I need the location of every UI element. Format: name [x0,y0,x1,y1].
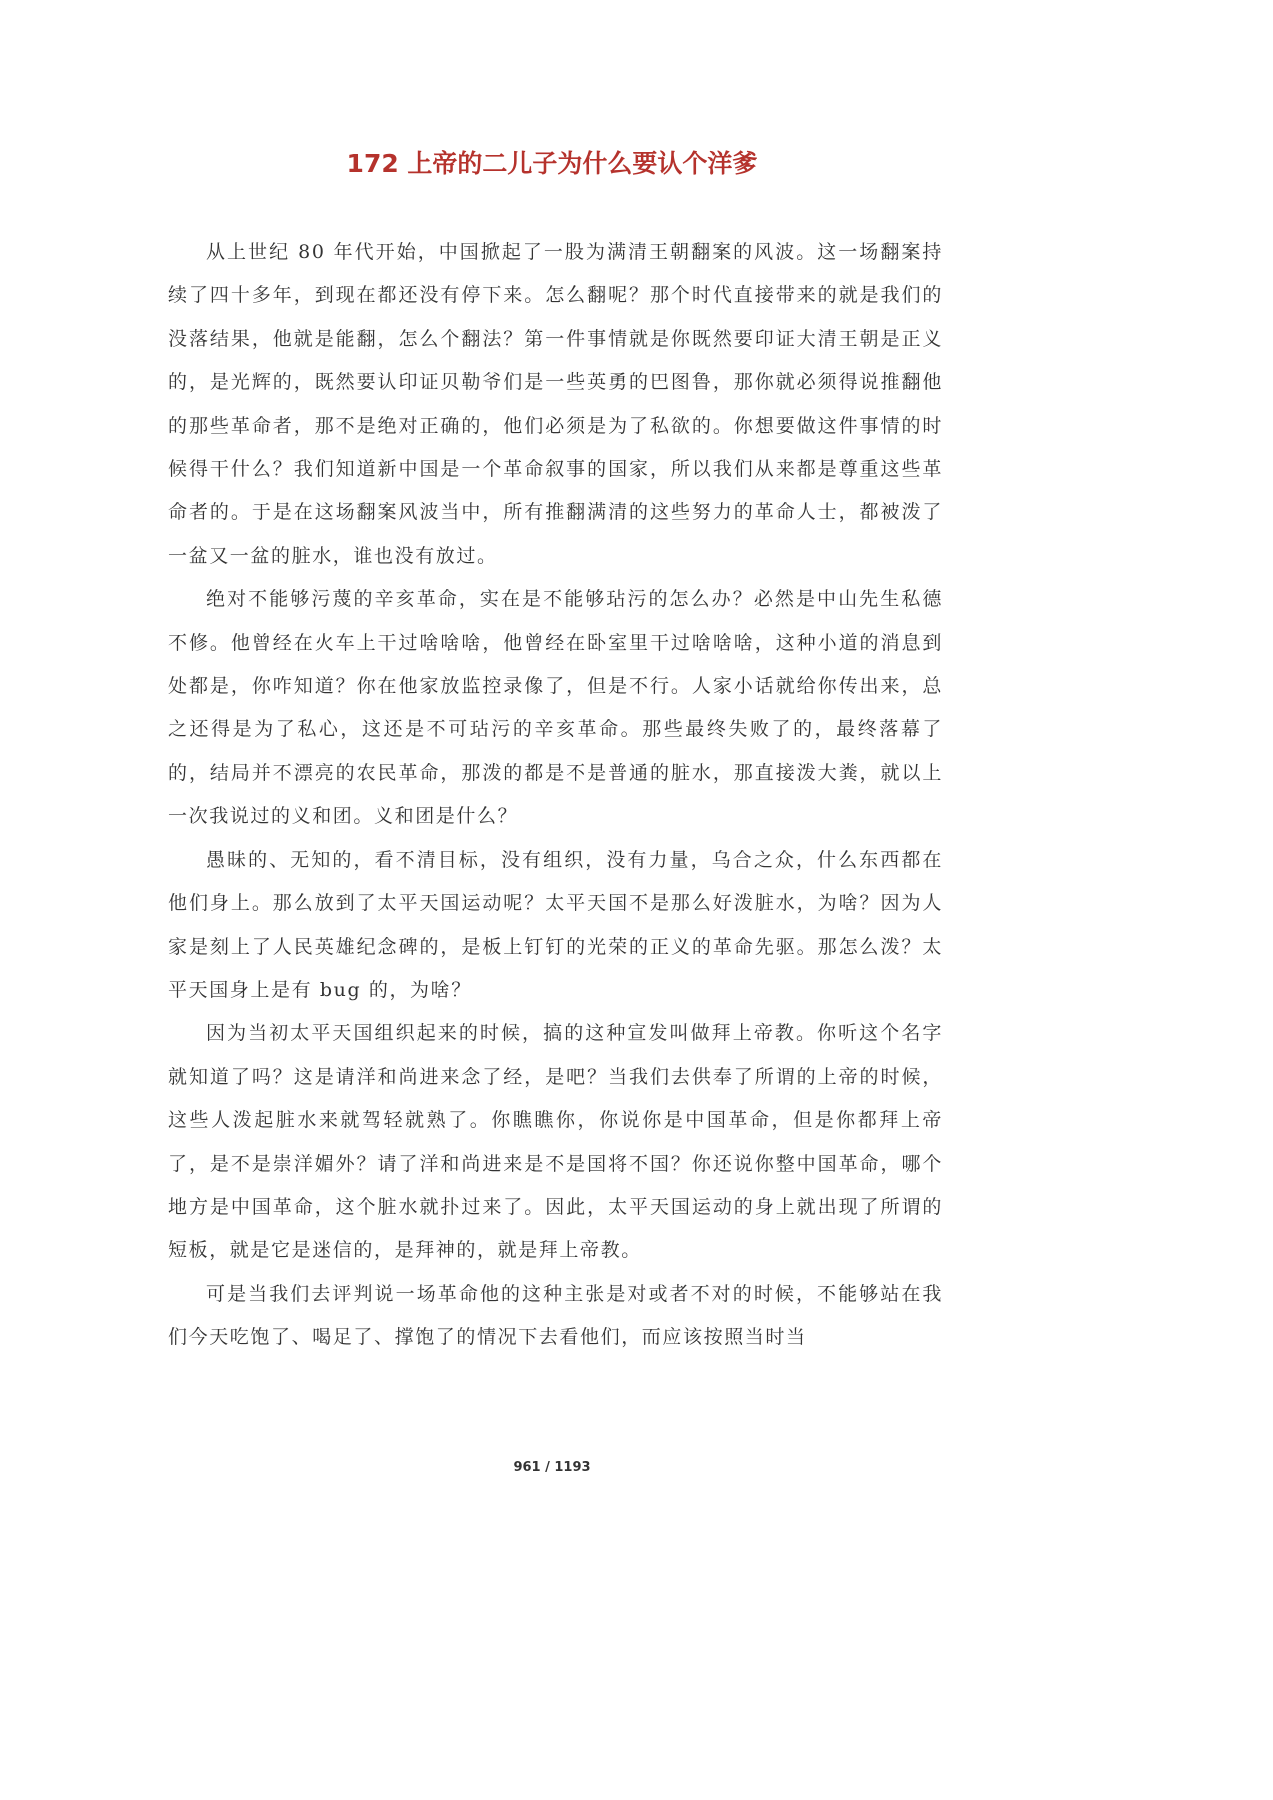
paragraph-4: 因为当初太平天国组织起来的时候，搞的这种宣发叫做拜上帝教。你听这个名字就知道了吗？这是请洋和尚进来念了经，是吧？当我们去供奉了所谓的上帝的时候，这些人泼起脏水来就驾轻就熟了。你瞧瞧你，你说你是中国革命，但是你都拜上帝了，是不是崇洋媚外？请了洋和尚进来是不是国将不国？你还说你整中国革命，哪个地方是中国革命，这个脏水就扑过来了。因此，太平天国运动的身上就出现了所谓的短板，就是它是迷信的，是拜神的，就是拜上帝教。 [168,1022,943,1262]
chapter-title: 172 上帝的二儿子为什么要认个洋爹 [346,149,758,178]
body-text [168,231,943,1360]
paragraph-2: 绝对不能够污蔑的辛亥革命，实在是不能够玷污的怎么办？必然是中山先生私德不修。他曾经在火车上干过啥啥啥，他曾经在卧室里干过啥啥啥，这种小道的消息到处都是，你咋知道？你在他家放监控录像了，但是不行。人家小话就给你传出来，总之还得是为了私心，这还是不可玷污的辛亥革命。那些最终失败了的，最终落幕了的，结局并不漂亮的农民革命，那泼的都是不是普通的脏水，那直接泼大粪，就以上一次我说过的义和团。义和团是什么？ [168,588,943,828]
paragraph-3: 愚昧的、无知的，看不清目标，没有组织，没有力量，乌合之众，什么东西都在他们身上。那么放到了太平天国运动呢？太平天国不是那么好泼脏水，为啥？因为人家是刻上了人民英雄纪念碑的，是板上钉钉的光荣的正义的革命先驱。那怎么泼？太平天国身上是有 bug 的，为啥？ [168,848,943,1001]
paragraph-5: 可是当我们去评判说一场革命他的这种主张是对或者不对的时候，不能够站在我们今天吃饱了、喝足了、撑饱了的情况下去看他们，而应该按照当时当 [168,1282,943,1349]
paragraph-1: 从上世纪 80 年代开始，中国掀起了一股为满清王朝翻案的风波。这一场翻案持续了四十多年，到现在都还没有停下来。怎么翻呢？那个时代直接带来的就是我们的没落结果，他就是能翻，怎么个翻法？第一件事情就是你既然要印证大清王朝是正义的，是光辉的，既然要认印证贝勒爷们是一些英勇的巴图鲁，那你就必须得说推翻他的那些革命者，那不是绝对正确的，他们必须是为了私欲的。你想要做这件事情的时候得干什么？我们知道新中国是一个革命叙事的国家，所以我们从来都是尊重这些革命者的。于是在这场翻案风波当中，所有推翻满清的这些努力的革命人士，都被泼了一盆又一盆的脏水，谁也没有放过。 [168,241,943,567]
page-number: 961 / 1193 [513,1460,591,1475]
